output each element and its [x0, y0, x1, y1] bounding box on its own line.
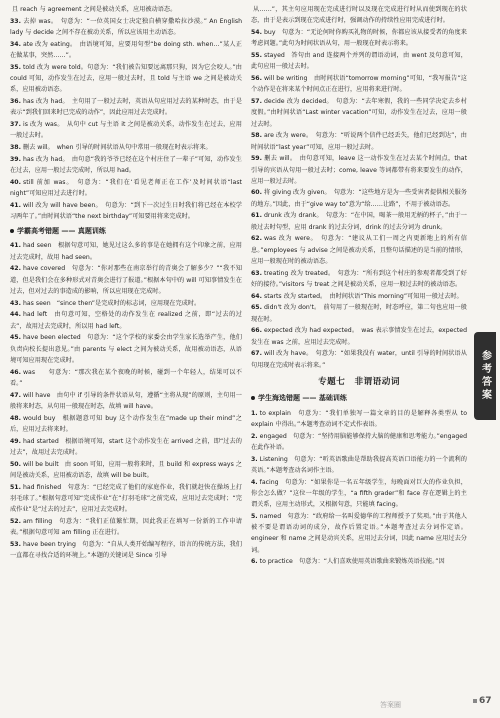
- entry-text: will be built 由 soon 可知，应用一般将来时，且 build 和 express ways 之间是被动关系，应用被动语态，故填 will be built。: [10, 460, 242, 479]
- entry-text: have been elected 句意为：“这个学校的家委会由学生家长选举产生，他们负责向校长提出意见。”由 parents 与 elect 之间为被动关系，故用被动语态，从语境可知应用现在完成时。: [10, 334, 242, 364]
- entry-text: have covered 句意为：“你对那些在南京举行的青奥会了解多少？”“我不知道，但是我们会在多种形式对青奥会进行了报道。”根据本句中的 will 可知事情发生在过去，但对过去的事造成的影响，所以应用现在完成时。: [10, 265, 242, 296]
- entry-number: 37.: [10, 120, 21, 128]
- entry-text: had seen 根据句意可知，她见过这么多的事是在她拥有这个印象之前，应用过去完成时，故用 had seen。: [10, 242, 242, 261]
- answer-entry: [251, 96, 467, 130]
- answer-entry: [10, 154, 242, 177]
- entry-number: 5.: [251, 512, 258, 520]
- right-column: [251, 4, 467, 568]
- answer-entry: [10, 482, 242, 516]
- entry-text: has 改为 had。 主句用了一般过去时，英语从句应用过去的某种时态，由于是表示“到我们回来时已完成的动作”，因此应用过去完成时。: [10, 97, 242, 117]
- entry-text: has 改为 had。 由句意“我的爷爷已经在这个村庄住了一辈子”可知，动作发生在过去，应用一般过去完成时，所以用 had。: [10, 155, 242, 174]
- entry-number: 2.: [251, 432, 258, 440]
- answer-entry: [10, 309, 242, 332]
- entry-number: 61.: [251, 212, 262, 220]
- entry-number: 36.: [10, 97, 21, 105]
- entry-text: will 改为 have。 句意为：“如果我没有 water，until 引导的时间状语从句用现在完成时表示将来。”: [251, 350, 467, 369]
- entry-number: 48.: [10, 414, 21, 422]
- entry-number: 52.: [10, 517, 21, 525]
- left-column: [10, 4, 242, 562]
- entry-number: 41.: [10, 242, 21, 250]
- bullet-icon: [10, 229, 14, 233]
- entry-number: 56.: [251, 74, 262, 82]
- answer-entry: [251, 27, 467, 50]
- entry-number: 55.: [251, 51, 262, 59]
- answer-entry: [10, 539, 242, 562]
- answer-entry: [10, 142, 242, 153]
- entry-number: 51.: [10, 483, 21, 491]
- entry-number: 53.: [10, 540, 21, 548]
- answer-entry: [251, 210, 467, 233]
- answer-entry: [10, 119, 242, 142]
- section-heading-basic: 学生海选错题 —— 基础训练: [251, 393, 467, 404]
- entry-number: 4.: [251, 478, 258, 486]
- entry-text: was 句意为：“那次我在某个夜晚的时候，碰到一个年轻人，结果可以不看。”: [10, 368, 242, 387]
- entry-text: starts 改为 started。 由时间状语“This morning”可知用一般过去时。: [263, 292, 463, 300]
- entry-text: had finished 句意为：“已经完成了他们的家庭作业，我们就赶快在操场上打羽毛球了。”根据句意可知“完成作业”在“打羽毛球”之前完成，应用过去完成时；“完成作业”是“过去的过去”，应用过去完成时。: [10, 483, 242, 514]
- answer-entry: [10, 436, 242, 459]
- answer-side-tab: 参考答案: [474, 332, 496, 420]
- answer-entry: [10, 298, 242, 309]
- answer-entry: [251, 4, 467, 27]
- entry-number: 54.: [251, 28, 262, 36]
- entry-text: ate 改为 eating。 由语境可知，应要用句型“be doing sth. when…”某人正在做某事，突然……”。: [10, 40, 242, 59]
- entry-number: 50.: [10, 460, 21, 468]
- entry-number: 35.: [10, 63, 21, 71]
- entry-text: 删去 will。 由句意可知，leave 这一动作发生在过去某个时间点，that 引导的宾语从句用一般过去时；come, leave 等词都带有将来要发生的动作，应用一般过去时。: [251, 155, 467, 185]
- left-top-entries: [10, 4, 242, 222]
- entry-number: 60.: [251, 189, 262, 197]
- entry-text: will be writing 由时间状语“tomorrow morning”可知，“我写报告”这个动作是在将来某个时间点正在进行，应用将来进行时。: [251, 74, 467, 94]
- answer-entry: [251, 348, 467, 371]
- answer-entry: [251, 153, 467, 187]
- entry-text: decide 改为 decided。 句意为：“去年寒假，我的一些同学决定去乡村度假。”由时间状语“Last winter vacation”可知，动作发生在过去，应用一般过去时。: [251, 97, 467, 128]
- entry-number: 40.: [10, 178, 21, 186]
- entry-number: 42.: [10, 265, 21, 273]
- entry-text: have been trying 句意为：“自从人类开始编写程序，语言的传统方法，我们一直都在寻找合适的环境上。”本题的关键词是 Since 引导: [10, 540, 242, 560]
- entry-text: engaged 句意为：“坚持用脑能够保持大脑的健康和思考能力。”engaged 在此作补语。: [251, 432, 467, 451]
- answer-entry: [251, 50, 467, 73]
- entry-text: buy 句意为：“无论何时你购买礼物的时候，你都应该从接受者的角度来考虑问题。”此句为时间状语从句，用一般现在时表示将来。: [251, 28, 467, 48]
- entry-text: would buy 根据题意可知 buy 这个动作发生在“made up their mind”之后，应用过去将来时。: [10, 414, 242, 433]
- entry-text: still 前加 was。 句意为：“我们在‘看见老师正在工作’及时间状语“last night”可知应用过去进行时。: [10, 178, 242, 197]
- entry-text: 删去 will。 when 引导的时间状语从句中常用一般现在时表示将来。: [22, 143, 212, 151]
- entry-number: 63.: [251, 269, 262, 277]
- entry-text: facing 句意为：“如果你是一名五年级学生，每晚面对巨大的作业负担，你会怎么做？”这位一年级的学生，“a fifth grader”和 face 存在逻辑上的主谓关系，应用主动形式，又根据句意，只能填 facing。: [251, 478, 467, 509]
- page-number: 67: [473, 696, 492, 706]
- right-section2-entries: [251, 408, 467, 568]
- answer-entry: [10, 4, 242, 15]
- entry-number: 44.: [10, 311, 21, 319]
- entry-text: named 句意为：“政府给一名叫爱德华的工程师授予了奖项。”由于其他人被不要是谓语动词的成分，故作后置定语。”本题考查过去分词作定语。engineer 和 name 之间是动宾关系，应用过去分词，因此 name 应用过去分词。: [251, 512, 467, 554]
- answer-entry: [251, 454, 467, 477]
- answer-entry: [251, 233, 467, 267]
- answer-entry: [10, 367, 242, 390]
- answer-entry: [10, 62, 242, 96]
- entry-number: 33.: [10, 17, 21, 25]
- answer-entry: [251, 291, 467, 302]
- entry-number: 46.: [10, 368, 21, 376]
- entry-number: 1.: [251, 409, 258, 417]
- answer-entry: [251, 130, 467, 153]
- answer-entry: [10, 263, 242, 297]
- entry-text: will 改为 will have been。 句意为：“到下一次过生日时我们将已经在本校学习两年了。”由时间状语“the next birthday”可知要用将来完成时。: [10, 201, 242, 220]
- right-top-entries: [251, 4, 467, 371]
- entry-text: didn't 改为 don't。 前句用了一般现在时，时态呼应，第二句也应用一般现在时。: [251, 304, 467, 323]
- entry-number: 62.: [251, 235, 262, 243]
- answer-entry: [10, 200, 242, 223]
- answer-entry: [10, 459, 242, 482]
- entry-number: 45.: [10, 334, 21, 342]
- answer-entry: [251, 408, 467, 431]
- answer-entry: [251, 325, 467, 348]
- answer-entry: [251, 477, 467, 511]
- entry-text: 且 reach 与 agreement 之间是被动关系，应用被动语态。: [12, 6, 177, 13]
- entry-number: 47.: [10, 391, 21, 399]
- entry-text: stayed 答句由 and 连接两个并列的谓语动词，由 went 及句意可知，此句应用一般过去时。: [251, 51, 467, 71]
- page-mark-icon: [473, 699, 477, 703]
- entry-text: drunk 改为 drank。 句意为：“在中国，喝茶一般用无柄的杯子，”由于一般过去时句型，应用 drank 的过去分词，drink 的过去分词为 drunk。: [251, 212, 467, 231]
- entry-number: 49.: [10, 437, 21, 445]
- section-heading-real-exam: 学霸高考错题 —— 真题训练: [10, 226, 242, 237]
- entry-text: told 改为 were told。句意为：“我们被告知要远离那只狗，因为它会咬人。”由 could 可知，动作发生在过去，应用一般过去时，且 told 与主语 we 之间是被动关系，应用被动语态。: [10, 63, 242, 94]
- entry-number: 65.: [251, 304, 262, 312]
- answer-entry: [10, 39, 242, 62]
- answer-entry: [251, 73, 467, 96]
- entry-text: had left 由句意可知，空格处的动作发生在 realized 之前，即“过去的过去”，故用过去完成时，所以用 had left。: [10, 311, 242, 330]
- answer-entry: [10, 96, 242, 119]
- entry-text: 去掉 was。 句意为：“一位英国女士决定独自横穿撒哈拉沙漠。” An English lady 与 decide 之间不存在被动关系，所以应该用主动语态。: [10, 17, 242, 36]
- answer-entry: [10, 413, 242, 436]
- entry-text: has seen “since then”是完成时的标志词，应用现在完成时。: [22, 299, 201, 307]
- entry-text: are 改为 were。 句意为：“听说两个信件已经丢失，他们已经到达”，由时间状语“last year”可知，应用一般过去时。: [251, 132, 467, 151]
- entry-text: is 改为 was。 从句中 cut 与主语 it 之间是被动关系，动作发生在过去，应用一般过去时。: [10, 120, 242, 140]
- entry-text: was 改为 were。 句意为：“建议从工们一周之内更新地上的所有信息。”employees 与 advise 之间是被动关系，且整句话描述的是当前的情形，应用一般现在时的被动语态。: [251, 235, 467, 266]
- entry-number: 57.: [251, 97, 262, 105]
- answer-entry: [10, 390, 242, 413]
- answer-entry: [10, 177, 242, 200]
- entry-text: 将 giving 改为 given。 句意为：“这些地方是为一些受害者提供相关服务的地方。”因此，由于“give way to”意为“给……让路”，不用于被动语态。: [251, 189, 467, 208]
- entry-number: 59.: [251, 155, 262, 163]
- left-section1-entries: [10, 240, 242, 561]
- entry-number: 41.: [10, 201, 21, 209]
- answer-entry: [10, 240, 242, 263]
- answer-entry: [10, 332, 242, 366]
- entry-text: will have 由句中 if 引导的条件状语从句，遵循“主将从现”的原则，主句用一般将来时态，从句用一般现在时态，故填 will have。: [10, 391, 242, 410]
- entry-text: treating 改为 treated。 句意为：“所有到这个村庄的参观者都受到了好好的接待。”visitors 与 treat 之间是被动关系，应用一般过去时的被动语态。: [251, 269, 467, 289]
- answer-entry: [251, 556, 467, 567]
- answer-entry: [10, 516, 242, 539]
- entry-text: expected 改为 had expected。 was 表示事情发生在过去，expected 发生在 was 之前，应用过去完成时。: [251, 327, 467, 346]
- answer-entry: [251, 302, 467, 325]
- entry-text: 从……”，其主句应用现在完成进行时以及现在完成进行时从而使到现在的状态，由于是表示到现在完成进行时，强调动作的持续性应用完成进行时。: [251, 6, 467, 25]
- entry-text: had started 根据语境可知，start 这个动作发生在 arrived 之前，即“过去的过去”，故用过去完成时。: [10, 437, 242, 456]
- entry-text: to explain 句意为：“我们单独写一篇文章的目的是解释各类型从 to explain 中得出。”本题考查动词不定式作表语。: [251, 409, 467, 428]
- answer-entry: [251, 187, 467, 210]
- entry-number: 64.: [251, 292, 262, 300]
- entry-number: 39.: [10, 155, 21, 163]
- topic-title: 专题七 非谓语动词: [318, 376, 400, 387]
- answer-entry: [10, 16, 242, 39]
- bullet-icon: [251, 396, 255, 400]
- entry-number: 38.: [10, 143, 21, 151]
- entry-number: 67.: [251, 350, 262, 358]
- entry-text: am filling 句意为：“我们正值繁忙期，因此我正在填写一份新的工作申请表。”根据句意可知 am filling 正在进行。: [10, 517, 242, 537]
- answer-entry: [251, 511, 467, 556]
- entry-text: to practice 句意为：“人们喜欢使用英语歌曲来锻炼英语技能。”因: [259, 558, 445, 566]
- entry-number: 66.: [251, 327, 262, 335]
- answer-entry: [251, 268, 467, 291]
- watermark-text: 答案圈: [380, 701, 401, 709]
- entry-number: 3.: [251, 455, 258, 463]
- answer-entry: [251, 431, 467, 454]
- entry-text: Listening 句意为：“听英语歌曲是帮助我提高英语口语能力的一个流利的英语。”本题考查动名词作主语。: [251, 455, 467, 474]
- entry-number: 58.: [251, 132, 262, 140]
- entry-number: 6.: [251, 558, 258, 566]
- entry-number: 34.: [10, 40, 21, 48]
- entry-number: 43.: [10, 299, 21, 307]
